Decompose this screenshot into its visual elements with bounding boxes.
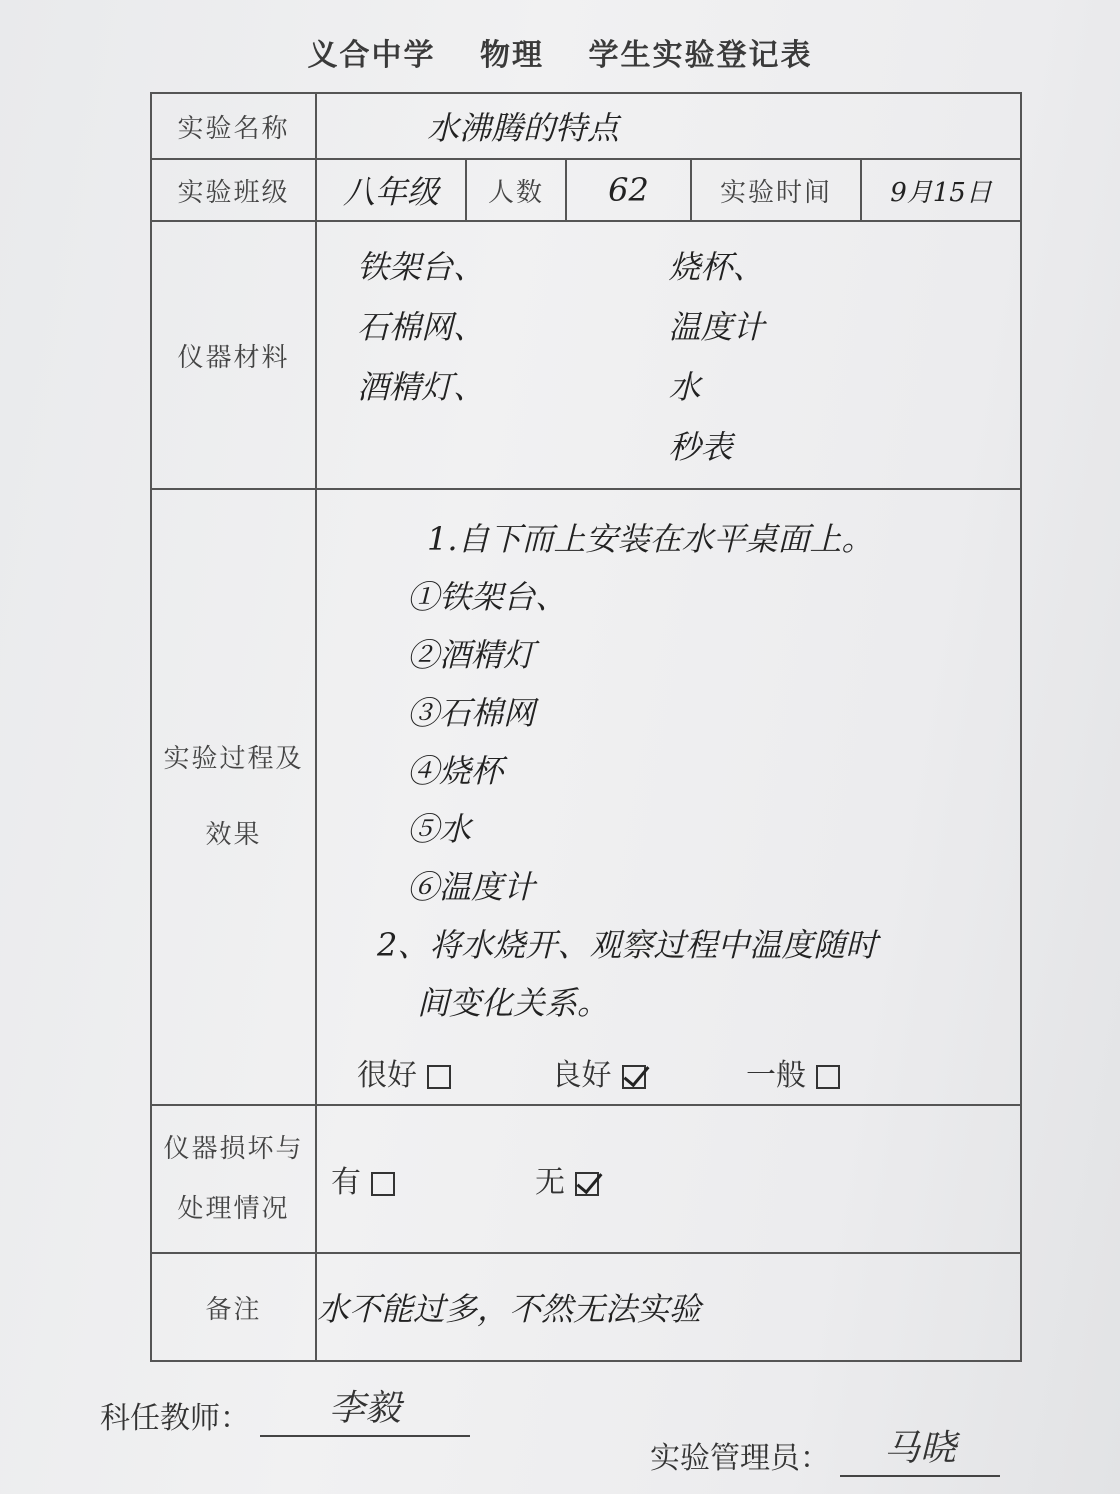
damage-cell	[316, 1105, 1021, 1253]
admin-label: 实验管理员：	[650, 1441, 830, 1476]
process-label	[151, 489, 316, 1105]
form-title	[0, 30, 1120, 74]
damage-yes[interactable]	[331, 1157, 395, 1201]
rating-average-checkbox[interactable]	[816, 1065, 840, 1089]
damage-label-line1: 仪器损坏与	[163, 1134, 304, 1164]
row-materials	[151, 221, 1021, 489]
teacher-signature	[100, 1380, 470, 1437]
process-step2-line1: 2、将水烧开、观察过程中温度随时	[377, 926, 878, 964]
material-item: 秒表	[668, 428, 733, 466]
damage-label	[151, 1105, 316, 1253]
process-label-line2: 效果	[205, 820, 262, 850]
count-label: 人数	[466, 159, 566, 221]
damage-label-line2: 处理情况	[177, 1194, 290, 1224]
process-step: ①铁架台、	[407, 578, 568, 616]
process-step: ④烧杯	[407, 752, 504, 790]
damage-no-checkbox-checked[interactable]	[575, 1172, 599, 1196]
process-step: ③石棉网	[407, 694, 536, 732]
material-item	[357, 422, 669, 468]
materials-label: 仪器材料	[151, 221, 316, 489]
time-value: 9月15日	[861, 159, 1021, 221]
material-item: 酒精灯、	[357, 368, 486, 406]
process-label-line1: 实验过程及	[163, 744, 304, 774]
row-remarks	[151, 1253, 1021, 1361]
materials-cell	[316, 221, 1021, 489]
rating-good-label: 良好	[551, 1058, 612, 1093]
damage-yes-label: 有	[331, 1165, 361, 1200]
count-value: 62	[566, 159, 691, 221]
admin-signature	[650, 1420, 1000, 1477]
rating-excellent[interactable]	[357, 1050, 451, 1094]
admin-signature-value: 马晓	[840, 1420, 1000, 1477]
rating-excellent-label: 很好	[357, 1058, 417, 1093]
row-damage	[151, 1105, 1021, 1253]
process-intro: 1.自下而上安装在水平桌面上。	[427, 520, 874, 558]
experiment-name-label: 实验名称	[151, 93, 316, 159]
material-item: 石棉网、	[357, 308, 486, 346]
time-label: 实验时间	[691, 159, 861, 221]
class-value: 八年级	[316, 159, 466, 221]
rating-excellent-checkbox[interactable]	[427, 1065, 451, 1089]
process-content	[317, 490, 1020, 1104]
damage-no[interactable]	[535, 1157, 599, 1201]
teacher-signature-value: 李毅	[260, 1380, 470, 1437]
material-item: 烧杯、	[668, 248, 765, 286]
remarks-label: 备注	[151, 1253, 316, 1361]
remarks-value: 水不能过多，不然无法实验	[316, 1253, 1021, 1361]
row-class-info	[151, 159, 1021, 221]
process-step: ⑤水	[407, 810, 472, 848]
class-label: 实验班级	[151, 159, 316, 221]
experiment-name-value: 水沸腾的特点	[316, 93, 1021, 159]
material-item: 铁架台、	[357, 248, 486, 286]
damage-no-label: 无	[535, 1165, 565, 1200]
rating-good[interactable]	[552, 1050, 646, 1094]
process-step2-line2: 间变化关系。	[417, 984, 610, 1022]
process-step: ②酒精灯	[407, 636, 536, 674]
rating-options	[357, 1050, 990, 1094]
form-name: 学生实验登记表	[588, 38, 813, 73]
material-item: 温度计	[668, 308, 765, 346]
material-item: 水	[668, 368, 701, 406]
row-process	[151, 489, 1021, 1105]
process-cell	[316, 489, 1021, 1105]
row-experiment-name	[151, 93, 1021, 159]
subject-name: 物理	[480, 38, 544, 73]
school-name: 义合中学	[307, 38, 436, 73]
teacher-label: 科任教师：	[100, 1401, 250, 1436]
rating-good-checkbox-checked[interactable]	[622, 1065, 646, 1089]
rating-average-label: 一般	[746, 1058, 807, 1093]
materials-list	[317, 222, 1020, 488]
damage-yes-checkbox[interactable]	[371, 1172, 395, 1196]
rating-average[interactable]	[746, 1050, 840, 1094]
process-step: ⑥温度计	[407, 868, 536, 906]
register-table	[150, 92, 1022, 1362]
damage-options	[317, 1157, 1020, 1201]
